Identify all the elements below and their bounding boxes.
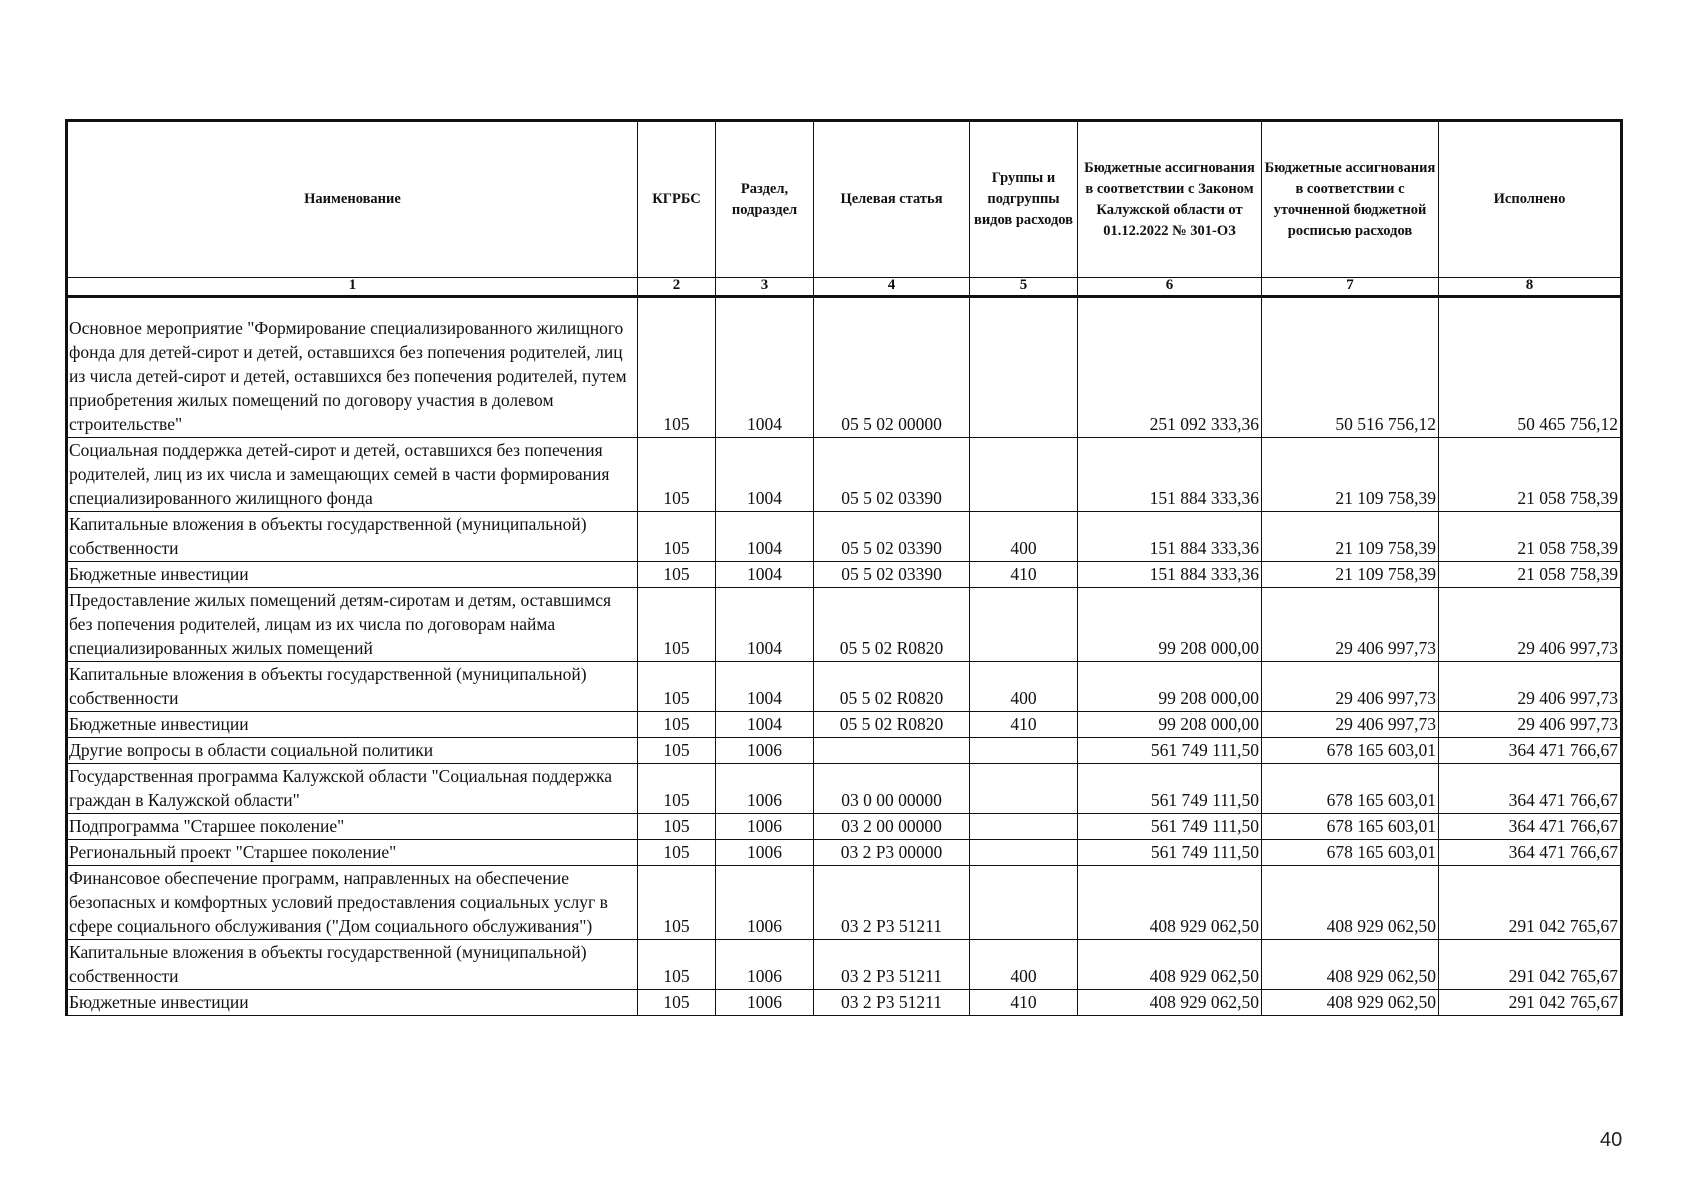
- row-law-amount: 408 929 062,50: [1078, 940, 1262, 990]
- row-group: [970, 764, 1078, 814]
- row-name: Капитальные вложения в объекты государственной (муниципальной) собственности: [67, 940, 638, 990]
- table-row: [67, 738, 1622, 764]
- header-law-allocation: Бюджетные ассигнования в соответствии с Законом Калужской области от 01.12.2022 № 301-ОЗ: [1078, 121, 1262, 278]
- row-group: 400: [970, 940, 1078, 990]
- row-kgrbs: 105: [638, 438, 716, 512]
- row-section: 1006: [716, 738, 814, 764]
- table-row: [67, 990, 1622, 1016]
- table-row: [67, 940, 1622, 990]
- row-group: 410: [970, 990, 1078, 1016]
- row-section: 1006: [716, 764, 814, 814]
- row-kgrbs: 105: [638, 712, 716, 738]
- row-group: [970, 866, 1078, 940]
- row-section: 1006: [716, 866, 814, 940]
- row-name: Финансовое обеспечение программ, направленных на обеспечение безопасных и комфортных условий предоставления социальных услуг в сфере социального обслуживания ("Дом социального обслуживания"): [67, 866, 638, 940]
- row-target: 03 2 P3 51211: [814, 866, 970, 940]
- row-executed-amount: 29 406 997,73: [1439, 712, 1622, 738]
- row-group: [970, 297, 1078, 438]
- row-name: Социальная поддержка детей-сирот и детей, оставшихся без попечения родителей, лиц из их числа и замещающих семей в части формирования специализированного жилищного фонда: [67, 438, 638, 512]
- row-refined-amount: 678 165 603,01: [1262, 738, 1439, 764]
- column-number: 3: [716, 278, 814, 297]
- row-section: 1004: [716, 297, 814, 438]
- row-name: Капитальные вложения в объекты государственной (муниципальной) собственности: [67, 512, 638, 562]
- row-law-amount: 408 929 062,50: [1078, 990, 1262, 1016]
- row-group: 410: [970, 562, 1078, 588]
- row-section: 1006: [716, 990, 814, 1016]
- column-number: 4: [814, 278, 970, 297]
- row-kgrbs: 105: [638, 662, 716, 712]
- table-row: [67, 866, 1622, 940]
- row-target: 05 5 02 R0820: [814, 662, 970, 712]
- table-row: [67, 297, 1622, 438]
- row-law-amount: 151 884 333,36: [1078, 512, 1262, 562]
- row-target: 05 5 02 03390: [814, 562, 970, 588]
- table-row: [67, 662, 1622, 712]
- table-row: [67, 764, 1622, 814]
- row-executed-amount: 29 406 997,73: [1439, 662, 1622, 712]
- row-group: 400: [970, 512, 1078, 562]
- row-executed-amount: 21 058 758,39: [1439, 438, 1622, 512]
- header-row: [67, 121, 1622, 278]
- row-name: Основное мероприятие "Формирование специализированного жилищного фонда для детей-сирот и детей, оставшихся без попечения родителей, лиц из числа детей-сирот и детей, оставшихся без попечения родителей, путем приобретения жилых помещений по договору участия в долевом строительстве": [67, 297, 638, 438]
- column-number: 2: [638, 278, 716, 297]
- page-number: 40: [1600, 1129, 1623, 1151]
- header-expense-group: Группы и подгруппы видов расходов: [970, 121, 1078, 278]
- row-group: [970, 738, 1078, 764]
- row-name: Капитальные вложения в объекты государственной (муниципальной) собственности: [67, 662, 638, 712]
- header-kgrbs: КГРБС: [638, 121, 716, 278]
- row-name: Другие вопросы в области социальной политики: [67, 738, 638, 764]
- table-row: [67, 588, 1622, 662]
- column-number: 6: [1078, 278, 1262, 297]
- row-executed-amount: 21 058 758,39: [1439, 562, 1622, 588]
- row-group: [970, 438, 1078, 512]
- row-target: 05 5 02 R0820: [814, 588, 970, 662]
- row-name: Предоставление жилых помещений детям-сиротам и детям, оставшимся без попечения родителей, лицам из их числа по договорам найма специализированных жилых помещений: [67, 588, 638, 662]
- row-refined-amount: 408 929 062,50: [1262, 866, 1439, 940]
- row-refined-amount: 50 516 756,12: [1262, 297, 1439, 438]
- row-executed-amount: 21 058 758,39: [1439, 512, 1622, 562]
- row-section: 1006: [716, 814, 814, 840]
- row-refined-amount: 29 406 997,73: [1262, 712, 1439, 738]
- row-group: 410: [970, 712, 1078, 738]
- row-law-amount: 408 929 062,50: [1078, 866, 1262, 940]
- row-refined-amount: 678 165 603,01: [1262, 814, 1439, 840]
- row-section: 1006: [716, 940, 814, 990]
- row-law-amount: 151 884 333,36: [1078, 562, 1262, 588]
- row-law-amount: 251 092 333,36: [1078, 297, 1262, 438]
- row-name: Подпрограмма "Старшее поколение": [67, 814, 638, 840]
- row-law-amount: 561 749 111,50: [1078, 840, 1262, 866]
- column-number-row: [67, 278, 1622, 297]
- row-group: [970, 814, 1078, 840]
- row-group: 400: [970, 662, 1078, 712]
- row-name: Бюджетные инвестиции: [67, 712, 638, 738]
- row-section: 1004: [716, 438, 814, 512]
- row-target: 05 5 02 R0820: [814, 712, 970, 738]
- row-refined-amount: 678 165 603,01: [1262, 764, 1439, 814]
- row-section: 1004: [716, 562, 814, 588]
- row-kgrbs: 105: [638, 297, 716, 438]
- header-name: Наименование: [67, 121, 638, 278]
- row-target: 03 2 P3 00000: [814, 840, 970, 866]
- header-target-article: Целевая статья: [814, 121, 970, 278]
- budget-table-sheet: [65, 119, 1620, 1016]
- row-refined-amount: 21 109 758,39: [1262, 512, 1439, 562]
- row-executed-amount: 29 406 997,73: [1439, 588, 1622, 662]
- row-executed-amount: 291 042 765,67: [1439, 866, 1622, 940]
- row-executed-amount: 291 042 765,67: [1439, 940, 1622, 990]
- row-refined-amount: 408 929 062,50: [1262, 940, 1439, 990]
- row-law-amount: 561 749 111,50: [1078, 764, 1262, 814]
- row-name: Государственная программа Калужской области "Социальная поддержка граждан в Калужской области": [67, 764, 638, 814]
- row-name: Региональный проект "Старшее поколение": [67, 840, 638, 866]
- header-refined-allocation: Бюджетные ассигнования в соответствии с уточненной бюджетной росписью расходов: [1262, 121, 1439, 278]
- row-kgrbs: 105: [638, 866, 716, 940]
- row-name: Бюджетные инвестиции: [67, 990, 638, 1016]
- row-law-amount: 99 208 000,00: [1078, 712, 1262, 738]
- column-number: 8: [1439, 278, 1622, 297]
- row-target: 03 2 P3 51211: [814, 940, 970, 990]
- row-target: 05 5 02 03390: [814, 438, 970, 512]
- row-kgrbs: 105: [638, 840, 716, 866]
- row-target: 05 5 02 03390: [814, 512, 970, 562]
- row-section: 1004: [716, 512, 814, 562]
- row-section: 1006: [716, 840, 814, 866]
- table-row: [67, 562, 1622, 588]
- row-target: 03 2 P3 51211: [814, 990, 970, 1016]
- table-row: [67, 840, 1622, 866]
- row-refined-amount: 21 109 758,39: [1262, 438, 1439, 512]
- row-executed-amount: 364 471 766,67: [1439, 814, 1622, 840]
- row-executed-amount: 364 471 766,67: [1439, 738, 1622, 764]
- row-kgrbs: 105: [638, 562, 716, 588]
- row-kgrbs: 105: [638, 588, 716, 662]
- header-section: Раздел, подраздел: [716, 121, 814, 278]
- row-target: 05 5 02 00000: [814, 297, 970, 438]
- row-refined-amount: 21 109 758,39: [1262, 562, 1439, 588]
- row-target: 03 2 00 00000: [814, 814, 970, 840]
- row-refined-amount: 29 406 997,73: [1262, 588, 1439, 662]
- row-executed-amount: 291 042 765,67: [1439, 990, 1622, 1016]
- row-target: [814, 738, 970, 764]
- row-refined-amount: 408 929 062,50: [1262, 990, 1439, 1016]
- row-section: 1004: [716, 712, 814, 738]
- row-law-amount: 561 749 111,50: [1078, 814, 1262, 840]
- table-row: [67, 512, 1622, 562]
- budget-table: [65, 119, 1623, 1016]
- header-executed: Исполнено: [1439, 121, 1622, 278]
- table-row: [67, 712, 1622, 738]
- row-group: [970, 840, 1078, 866]
- row-kgrbs: 105: [638, 764, 716, 814]
- row-group: [970, 588, 1078, 662]
- row-executed-amount: 364 471 766,67: [1439, 840, 1622, 866]
- row-executed-amount: 364 471 766,67: [1439, 764, 1622, 814]
- row-law-amount: 99 208 000,00: [1078, 588, 1262, 662]
- column-number: 7: [1262, 278, 1439, 297]
- row-section: 1004: [716, 662, 814, 712]
- row-law-amount: 99 208 000,00: [1078, 662, 1262, 712]
- row-kgrbs: 105: [638, 990, 716, 1016]
- row-name: Бюджетные инвестиции: [67, 562, 638, 588]
- row-law-amount: 561 749 111,50: [1078, 738, 1262, 764]
- row-refined-amount: 29 406 997,73: [1262, 662, 1439, 712]
- row-law-amount: 151 884 333,36: [1078, 438, 1262, 512]
- row-target: 03 0 00 00000: [814, 764, 970, 814]
- row-refined-amount: 678 165 603,01: [1262, 840, 1439, 866]
- row-section: 1004: [716, 588, 814, 662]
- table-row: [67, 814, 1622, 840]
- row-kgrbs: 105: [638, 738, 716, 764]
- row-kgrbs: 105: [638, 512, 716, 562]
- row-kgrbs: 105: [638, 940, 716, 990]
- column-number: 5: [970, 278, 1078, 297]
- column-number: 1: [67, 278, 638, 297]
- row-executed-amount: 50 465 756,12: [1439, 297, 1622, 438]
- row-kgrbs: 105: [638, 814, 716, 840]
- table-row: [67, 438, 1622, 512]
